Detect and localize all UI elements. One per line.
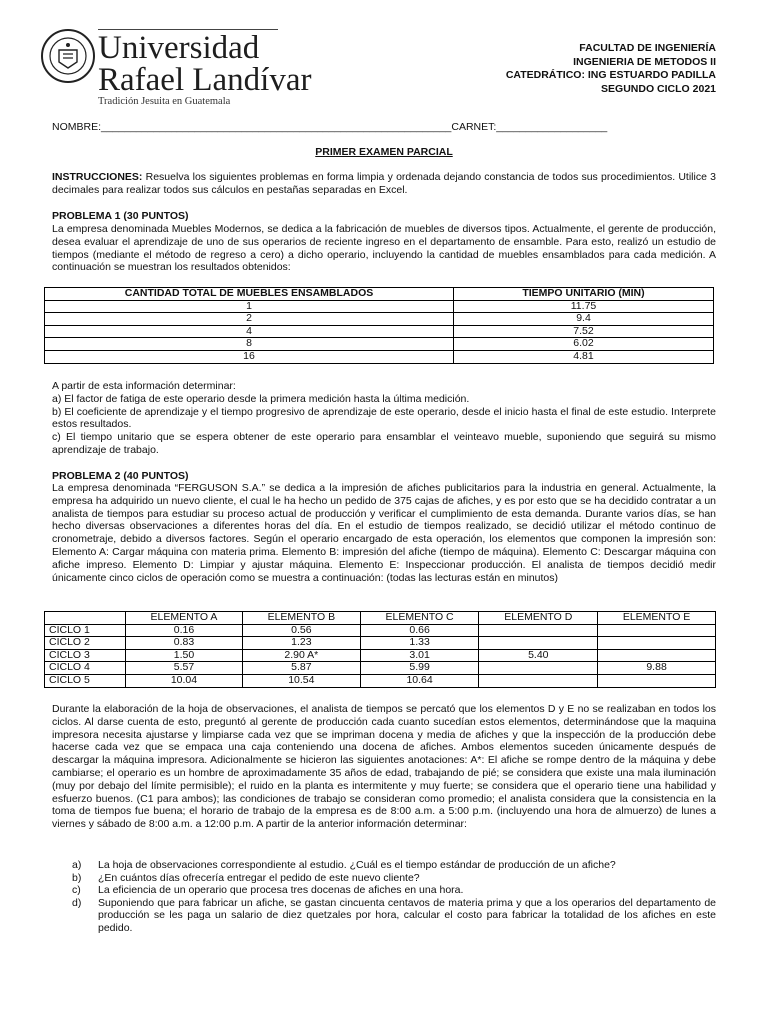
university-name-line1: Universidad (98, 30, 260, 66)
problem1-questions (52, 380, 716, 457)
table-cell: 0.16 (126, 624, 243, 637)
problem2-table (44, 611, 716, 688)
table-cell: 11.75 (454, 300, 714, 313)
table-header-row (45, 612, 716, 625)
name-carnet-field: NOMBRE:____________________________________________________________CARNET:___________________ (52, 121, 608, 133)
university-seal-icon (40, 28, 96, 84)
problem2-notes: Durante la elaboración de la hoja de observaciones, el analista de tiempos se percató que los elementos D y E no se realizaban en todos los ciclos. Al darse cuenta de esto, preguntó al gerente de producción cada cuanto sucedían estos elementos, determinándose que la maquina impresora necesita ajustarse y limpiarse cada vez que se impriman docena y media de afiches y que la inspección de la producción debe hacerse cada vez que se empaca una caja conteniendo una docena de afiches. Ambos elementos suceden únicamente después de descargar la máquina impresora. Adicionalmente se hicieron las siguientes anotaciones: A*: El afiche se rompe dentro de la máquina y debe cambiarse; el operario es un hombre de aproximadamente 35 años de edad, trabajando de pié; se considera que existe una mala iluminación (muy por debajo del límite permisible); el ruido en la planta es intermitente y muy fuerte; se considera que el operario tiene una habilidad y esfuerzo buenos. (C1 para ambos); las condiciones de trabajo se consideran como promedio; el analista considera que la consistencia en la toma de tiempos fue buena; el horario de trabajo de la empresa es de 8:00 a.m. a 5:00 p.m. (incluyendo una hora de almuerzo) de lunes a viernes y sábado de 8:00 a.m. a 12:00 p.m. A partir de la anterior información determinar: (52, 703, 716, 831)
table-cell: 0.83 (126, 637, 243, 650)
table-cell (479, 637, 598, 650)
table-cell: 5.40 (479, 649, 598, 662)
table-cell: 1 (45, 300, 454, 313)
list-letter: d) (72, 896, 82, 909)
table-header: ELEMENTO A (126, 612, 243, 625)
problem1-table (44, 287, 714, 364)
table-cell: 0.66 (360, 624, 479, 637)
table-row (45, 662, 716, 675)
list-item (72, 872, 716, 885)
faculty-header (506, 42, 716, 96)
table-cell (598, 637, 716, 650)
table-header: TIEMPO UNITARIO (MIN) (454, 288, 714, 301)
instructions-label: INSTRUCCIONES: (52, 171, 143, 183)
problem1-text: La empresa denominada Muebles Modernos, se dedica a la fabricación de muebles de diversos tipos. Actualmente, el gerente de producción, desea evaluar el aprendizaje de uno de sus operarios de reciente ingreso en el departamento de ensamble. Para esto, realizó un estudio de tiempos (mediante el método de regreso a cero) a dicho operario, incluyendo la cantidad de muebles ensamblados para cada medición. A continuación se muestran los resultados obtenidos: (52, 223, 716, 274)
table-cell: CICLO 3 (45, 649, 126, 662)
table-cell: 4.81 (454, 350, 714, 363)
list-text: La eficiencia de un operario que procesa tres docenas de afiches en una hora. (98, 884, 464, 897)
table-cell: 1.33 (360, 637, 479, 650)
table-row (45, 624, 716, 637)
table-row (45, 674, 716, 687)
table-cell (598, 624, 716, 637)
table-header: CANTIDAD TOTAL DE MUEBLES ENSAMBLADOS (45, 288, 454, 301)
table-header: ELEMENTO E (598, 612, 716, 625)
table-cell: 16 (45, 350, 454, 363)
table-cell: 5.99 (360, 662, 479, 675)
table-cell: CICLO 5 (45, 674, 126, 687)
table-cell: CICLO 1 (45, 624, 126, 637)
table-cell: 10.04 (126, 674, 243, 687)
list-text: ¿En cuántos días ofrecería entregar el pedido de este nuevo cliente? (98, 871, 420, 884)
table-row (45, 637, 716, 650)
problem2-questions (72, 859, 716, 935)
semester: SEGUNDO CICLO 2021 (601, 82, 716, 95)
table-cell: CICLO 4 (45, 662, 126, 675)
problem1-heading: PROBLEMA 1 (30 PUNTOS) (52, 210, 189, 222)
table-cell: CICLO 2 (45, 637, 126, 650)
table-row (45, 300, 714, 313)
table-header: ELEMENTO C (360, 612, 479, 625)
list-letter: a) (72, 859, 82, 871)
list-text: La hoja de observaciones correspondiente al estudio. ¿Cuál es el tiempo estándar de producción de un afiche? (98, 859, 616, 871)
instructions-text: Resuelva los siguientes problemas en forma limpia y ordenada dejando constancia de todos sus procedimientos. Utilice 3 decimales para realizar todos sus cálculos en pestañas separadas en Excel. (52, 171, 716, 196)
problem1-questions-intro: A partir de esta información determinar: (52, 380, 236, 392)
table-cell (598, 649, 716, 662)
table-row (45, 338, 714, 351)
problem2-text: La empresa denominada “FERGUSON S.A.” se dedica a la impresión de afiches publicitarios para la industria en general. Actualmente, la empresa ha adquirido un nuevo cliente, el cual le ha hecho un pedido de 375 cajas de afiches, y es por esto que se ha decidido contratar a un analista de tiempos para estudiar su proceso actual de producción y verificar el cumplimiento de esta demanda. Durante varios días, se han hecho diversas observaciones a diferentes horas del día. En el estudio de tiempos realizado, se decidió utilizar el método continuo de cronometraje, debido a diversos factores. Según el operario encargado de esta operación, los elementos que componen la impresión son: Elemento A: Cargar máquina con materia prima. Elemento B: impresión del afiche (tiempo de máquina). Elemento C: Descargar máquina con afiche impreso. Elemento D: Limpiar y ajustar máquina. Elemento E: Inspeccionar producción. El analista de tiempos decidió medir únicamente cinco ciclos de operación como se muestra a continuación: (todas las lecturas están en minutos) (52, 482, 716, 584)
table-cell: 2.90 A* (242, 649, 360, 662)
course-name: INGENIERIA DE METODOS II (573, 55, 716, 68)
table-cell: 1.50 (126, 649, 243, 662)
university-logo (40, 26, 312, 107)
list-text: Suponiendo que para fabricar un afiche, se gastan cincuenta centavos de materia prima y que a los operarios del departamento de producción se les paga un salario de diez quetzales por hora, calcular el costo para fabricar la totalidad de los afiches en este pedido. (98, 896, 716, 934)
list-item (72, 884, 716, 897)
table-row (45, 649, 716, 662)
table-cell (598, 674, 716, 687)
table-cell: 7.52 (454, 325, 714, 338)
instructions (52, 171, 716, 197)
table-cell: 8 (45, 338, 454, 351)
problem1-question-a: a) El factor de fatiga de este operario desde la primera medición hasta la última medición. (52, 392, 470, 405)
table-cell: 1.23 (242, 637, 360, 650)
table-row (45, 313, 714, 326)
table-cell (479, 624, 598, 637)
professor-name: CATEDRÁTICO: ING ESTUARDO PADILLA (505, 69, 716, 81)
table-cell: 9.4 (454, 313, 714, 326)
exam-title: PRIMER EXAMEN PARCIAL (315, 146, 453, 158)
table-cell: 9.88 (598, 662, 716, 675)
university-tagline: Tradición Jesuita en Guatemala (98, 96, 231, 107)
list-letter: c) (72, 884, 81, 897)
table-cell (479, 662, 598, 675)
table-header (45, 612, 126, 625)
table-cell: 5.87 (242, 662, 360, 675)
table-cell (479, 674, 598, 687)
table-cell: 6.02 (454, 338, 714, 351)
table-row (45, 325, 714, 338)
table-cell: 4 (45, 325, 454, 338)
table-cell: 10.64 (360, 674, 479, 687)
list-item (72, 897, 716, 935)
table-header: ELEMENTO B (242, 612, 360, 625)
table-cell: 0.56 (242, 624, 360, 637)
table-cell: 5.57 (126, 662, 243, 675)
list-letter: b) (72, 871, 82, 884)
problem2-heading: PROBLEMA 2 (40 PUNTOS) (52, 470, 189, 482)
university-name-line2: Rafael Landívar (98, 62, 312, 98)
table-cell: 3.01 (360, 649, 479, 662)
faculty-name: FACULTAD DE INGENIERÍA (579, 42, 716, 54)
table-row (45, 350, 714, 363)
problem1-question-c: c) El tiempo unitario que se espera obtener de este operario para ensamblar el veinteavo mueble, suponiendo que seguirá su mismo aprendizaje de trabajo. (52, 431, 716, 456)
problem1-question-b: b) El coeficiente de aprendizaje y el tiempo progresivo de aprendizaje de este operario, desde el inicio hasta el final de este estudio. Interprete estos resultados. (52, 405, 716, 431)
table-header: ELEMENTO D (479, 612, 598, 625)
list-item (72, 859, 716, 872)
table-cell: 2 (45, 313, 454, 326)
table-header-row (45, 288, 714, 301)
table-cell: 10.54 (242, 674, 360, 687)
